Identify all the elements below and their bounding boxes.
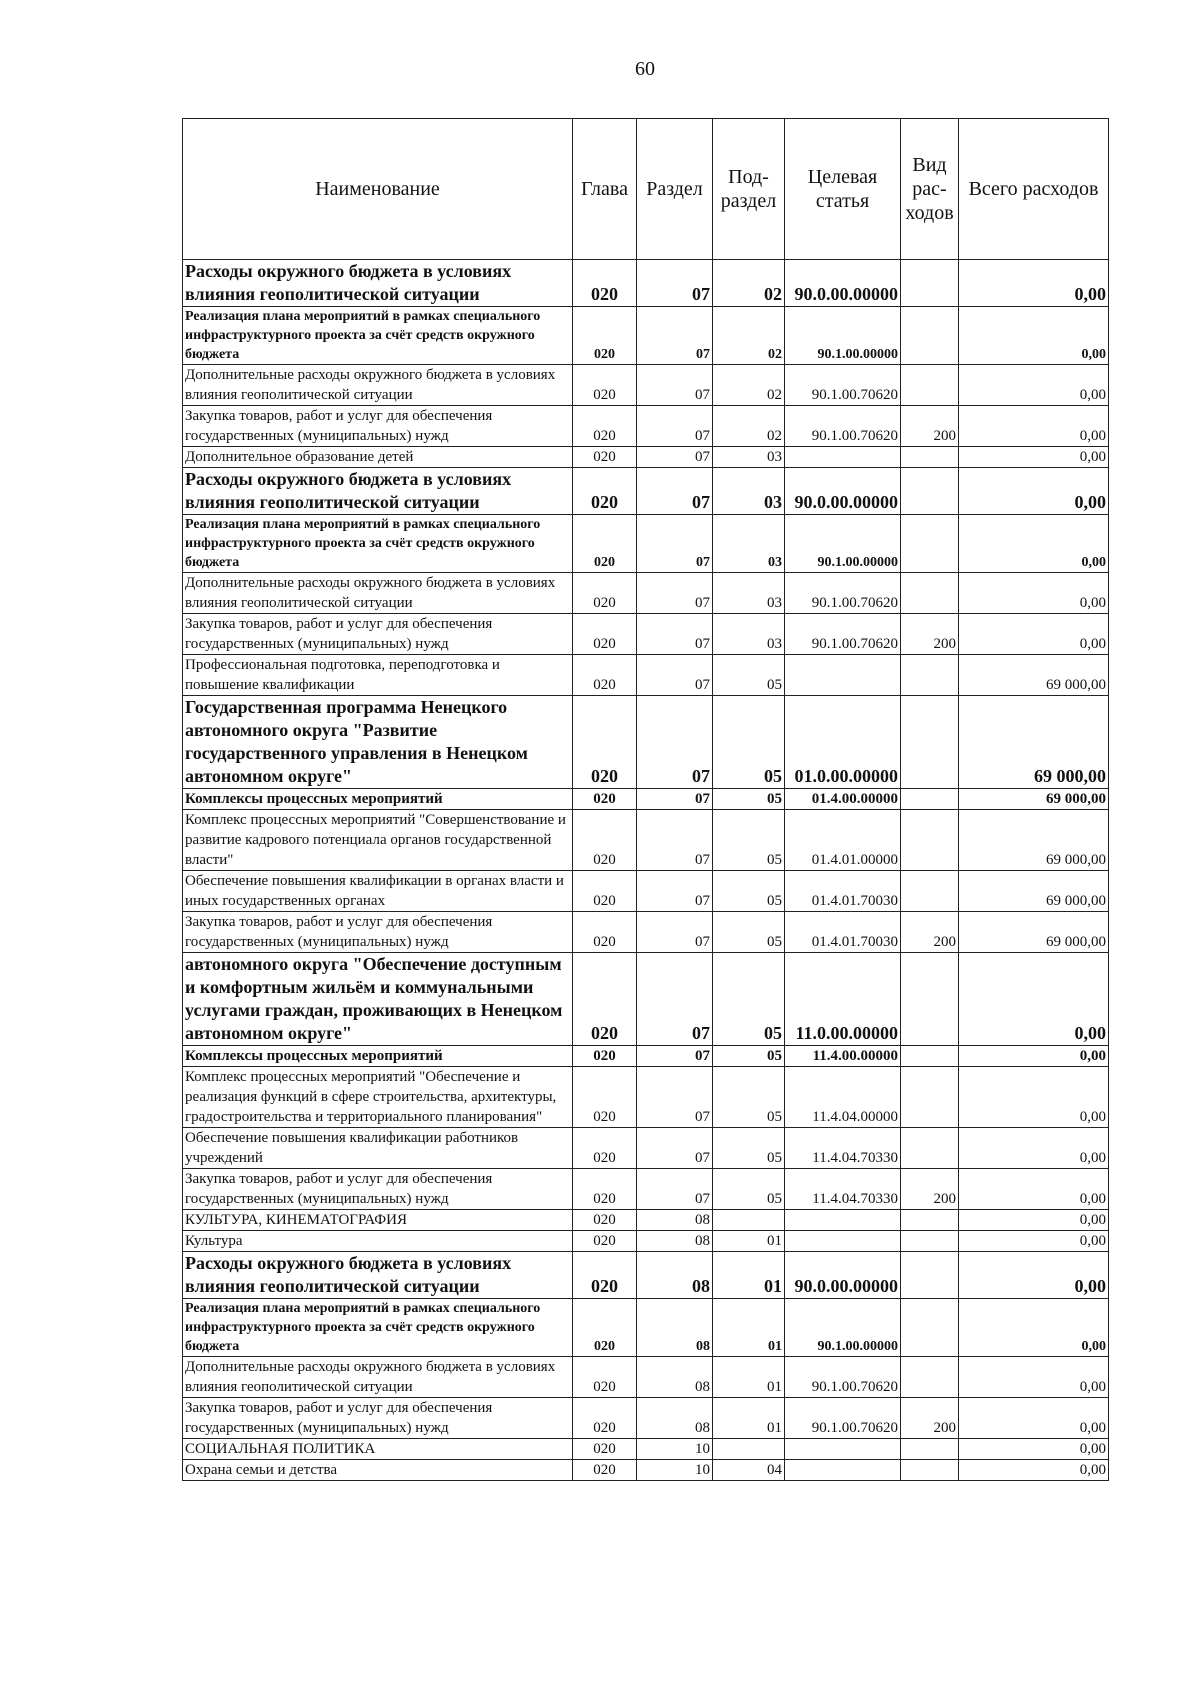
cell-podrazdel: 05 — [713, 1067, 785, 1128]
cell-name: Расходы окружного бюджета в условиях влияния геополитической ситуации — [183, 468, 573, 515]
cell-vsego-raskhodov: 0,00 — [959, 1128, 1109, 1169]
cell-vsego-raskhodov: 0,00 — [959, 447, 1109, 468]
cell-vsego-raskhodov: 0,00 — [959, 365, 1109, 406]
cell-glava: 020 — [573, 1460, 637, 1481]
table-row — [183, 1398, 1109, 1439]
cell-podrazdel — [713, 1210, 785, 1231]
cell-glava: 020 — [573, 1067, 637, 1128]
cell-vsego-raskhodov: 0,00 — [959, 515, 1109, 573]
cell-vid-raskhodov — [901, 655, 959, 696]
header-glava: Глава — [573, 119, 637, 260]
cell-glava: 020 — [573, 1210, 637, 1231]
header-vsego-raskhodov: Всего расходов — [959, 119, 1109, 260]
table-body — [183, 260, 1109, 1481]
cell-podrazdel: 03 — [713, 573, 785, 614]
cell-razdel: 08 — [637, 1299, 713, 1357]
cell-razdel: 07 — [637, 655, 713, 696]
table-row — [183, 1460, 1109, 1481]
cell-razdel: 07 — [637, 447, 713, 468]
cell-celevaya-statya: 90.1.00.00000 — [785, 515, 901, 573]
table-row — [183, 260, 1109, 307]
cell-vsego-raskhodov: 0,00 — [959, 1210, 1109, 1231]
cell-name: Реализация плана мероприятий в рамках специального инфраструктурного проекта за счёт средств окружного бюджета — [183, 307, 573, 365]
cell-celevaya-statya — [785, 1460, 901, 1481]
cell-vsego-raskhodov: 0,00 — [959, 1067, 1109, 1128]
cell-razdel: 07 — [637, 260, 713, 307]
table-row — [183, 406, 1109, 447]
cell-podrazdel: 05 — [713, 912, 785, 953]
cell-name: Расходы окружного бюджета в условиях влияния геополитической ситуации — [183, 1252, 573, 1299]
cell-celevaya-statya: 90.1.00.70620 — [785, 614, 901, 655]
cell-name: Реализация плана мероприятий в рамках специального инфраструктурного проекта за счёт средств окружного бюджета — [183, 515, 573, 573]
cell-vid-raskhodov — [901, 1128, 959, 1169]
cell-podrazdel: 05 — [713, 1046, 785, 1067]
table-row — [183, 307, 1109, 365]
cell-vid-raskhodov: 200 — [901, 614, 959, 655]
cell-podrazdel: 05 — [713, 655, 785, 696]
table-row — [183, 515, 1109, 573]
cell-podrazdel: 01 — [713, 1252, 785, 1299]
table-row — [183, 1046, 1109, 1067]
cell-celevaya-statya — [785, 1231, 901, 1252]
cell-razdel: 08 — [637, 1398, 713, 1439]
cell-name: КУЛЬТУРА, КИНЕМАТОГРАФИЯ — [183, 1210, 573, 1231]
cell-razdel: 07 — [637, 953, 713, 1046]
cell-vid-raskhodov — [901, 1460, 959, 1481]
header-celevaya-statya: Целевая статья — [785, 119, 901, 260]
cell-name: СОЦИАЛЬНАЯ ПОЛИТИКА — [183, 1439, 573, 1460]
cell-razdel: 07 — [637, 789, 713, 810]
cell-podrazdel — [713, 1439, 785, 1460]
cell-name: Закупка товаров, работ и услуг для обеспечения государственных (муниципальных) нужд — [183, 1398, 573, 1439]
cell-vid-raskhodov — [901, 1067, 959, 1128]
cell-celevaya-statya: 90.0.00.00000 — [785, 1252, 901, 1299]
cell-podrazdel: 05 — [713, 953, 785, 1046]
table-row — [183, 1169, 1109, 1210]
cell-celevaya-statya: 90.0.00.00000 — [785, 260, 901, 307]
cell-vsego-raskhodov: 69 000,00 — [959, 912, 1109, 953]
cell-vid-raskhodov: 200 — [901, 1398, 959, 1439]
cell-vid-raskhodov — [901, 871, 959, 912]
table-row — [183, 573, 1109, 614]
cell-glava: 020 — [573, 1046, 637, 1067]
cell-glava: 020 — [573, 468, 637, 515]
cell-podrazdel: 03 — [713, 515, 785, 573]
cell-name: Дополнительные расходы окружного бюджета в условиях влияния геополитической ситуации — [183, 573, 573, 614]
cell-name: Дополнительные расходы окружного бюджета в условиях влияния геополитической ситуации — [183, 1357, 573, 1398]
table-row — [183, 871, 1109, 912]
cell-celevaya-statya: 01.0.00.00000 — [785, 696, 901, 789]
cell-razdel: 07 — [637, 614, 713, 655]
cell-vid-raskhodov — [901, 573, 959, 614]
table-row — [183, 912, 1109, 953]
cell-name: Закупка товаров, работ и услуг для обеспечения государственных (муниципальных) нужд — [183, 614, 573, 655]
cell-glava: 020 — [573, 515, 637, 573]
table-row — [183, 953, 1109, 1046]
cell-vid-raskhodov: 200 — [901, 406, 959, 447]
cell-glava: 020 — [573, 655, 637, 696]
cell-glava: 020 — [573, 447, 637, 468]
cell-name: Государственная программа Ненецкого автономного округа "Развитие государственного управления в Ненецком автономном округе" — [183, 696, 573, 789]
cell-name: Комплексы процессных мероприятий — [183, 789, 573, 810]
cell-name: Реализация плана мероприятий в рамках специального инфраструктурного проекта за счёт средств окружного бюджета — [183, 1299, 573, 1357]
cell-glava: 020 — [573, 365, 637, 406]
cell-podrazdel: 02 — [713, 260, 785, 307]
cell-podrazdel: 03 — [713, 614, 785, 655]
cell-name: автономного округа "Обеспечение доступным и комфортным жильём и коммунальными услугами граждан, проживающих в Ненецком автономном округе" — [183, 953, 573, 1046]
cell-name: Закупка товаров, работ и услуг для обеспечения государственных (муниципальных) нужд — [183, 1169, 573, 1210]
table-row — [183, 1067, 1109, 1128]
table-row — [183, 468, 1109, 515]
cell-name: Профессиональная подготовка, переподготовка и повышение квалификации — [183, 655, 573, 696]
cell-razdel: 08 — [637, 1357, 713, 1398]
cell-celevaya-statya: 11.0.00.00000 — [785, 953, 901, 1046]
cell-razdel: 07 — [637, 1046, 713, 1067]
cell-podrazdel: 05 — [713, 871, 785, 912]
cell-vsego-raskhodov: 0,00 — [959, 614, 1109, 655]
table-row — [183, 1439, 1109, 1460]
cell-celevaya-statya: 90.1.00.70620 — [785, 406, 901, 447]
cell-razdel: 07 — [637, 810, 713, 871]
cell-celevaya-statya: 90.1.00.00000 — [785, 307, 901, 365]
cell-vsego-raskhodov: 0,00 — [959, 406, 1109, 447]
cell-podrazdel: 05 — [713, 1169, 785, 1210]
cell-celevaya-statya: 11.4.00.00000 — [785, 1046, 901, 1067]
cell-glava: 020 — [573, 614, 637, 655]
cell-glava: 020 — [573, 696, 637, 789]
cell-glava: 020 — [573, 1128, 637, 1169]
cell-vsego-raskhodov: 0,00 — [959, 1299, 1109, 1357]
cell-vid-raskhodov — [901, 1210, 959, 1231]
cell-celevaya-statya: 90.0.00.00000 — [785, 468, 901, 515]
cell-vid-raskhodov — [901, 1439, 959, 1460]
cell-razdel: 07 — [637, 307, 713, 365]
cell-glava: 020 — [573, 871, 637, 912]
cell-name: Закупка товаров, работ и услуг для обеспечения государственных (муниципальных) нужд — [183, 406, 573, 447]
cell-glava: 020 — [573, 1357, 637, 1398]
cell-razdel: 07 — [637, 1128, 713, 1169]
cell-vsego-raskhodov: 0,00 — [959, 573, 1109, 614]
cell-vid-raskhodov — [901, 696, 959, 789]
table-row — [183, 655, 1109, 696]
table-row — [183, 1357, 1109, 1398]
header-razdel: Раздел — [637, 119, 713, 260]
cell-celevaya-statya — [785, 447, 901, 468]
budget-table — [182, 118, 1109, 1481]
cell-vid-raskhodov — [901, 1357, 959, 1398]
cell-celevaya-statya — [785, 1439, 901, 1460]
cell-name: Дополнительные расходы окружного бюджета в условиях влияния геополитической ситуации — [183, 365, 573, 406]
cell-celevaya-statya: 01.4.01.00000 — [785, 810, 901, 871]
cell-vid-raskhodov — [901, 447, 959, 468]
cell-vsego-raskhodov: 0,00 — [959, 260, 1109, 307]
table-row — [183, 1231, 1109, 1252]
cell-razdel: 07 — [637, 365, 713, 406]
cell-razdel: 10 — [637, 1460, 713, 1481]
cell-glava: 020 — [573, 1439, 637, 1460]
page-number: 60 — [635, 58, 655, 80]
cell-vid-raskhodov — [901, 515, 959, 573]
cell-celevaya-statya: 11.4.04.00000 — [785, 1067, 901, 1128]
cell-glava: 020 — [573, 789, 637, 810]
cell-glava: 020 — [573, 810, 637, 871]
cell-vid-raskhodov — [901, 1299, 959, 1357]
header-vid-raskhodov: Вид рас- ходов — [901, 119, 959, 260]
cell-name: Расходы окружного бюджета в условиях влияния геополитической ситуации — [183, 260, 573, 307]
cell-name: Обеспечение повышения квалификации в органах власти и иных государственных органах — [183, 871, 573, 912]
cell-glava: 020 — [573, 260, 637, 307]
cell-vsego-raskhodov: 0,00 — [959, 1252, 1109, 1299]
cell-vsego-raskhodov: 0,00 — [959, 953, 1109, 1046]
cell-vsego-raskhodov: 0,00 — [959, 1460, 1109, 1481]
cell-razdel: 07 — [637, 1169, 713, 1210]
cell-podrazdel: 05 — [713, 789, 785, 810]
header-row — [183, 119, 1109, 260]
cell-vsego-raskhodov: 69 000,00 — [959, 696, 1109, 789]
table-row — [183, 810, 1109, 871]
header-name: Наименование — [183, 119, 573, 260]
cell-razdel: 07 — [637, 871, 713, 912]
cell-celevaya-statya: 01.4.01.70030 — [785, 871, 901, 912]
cell-glava: 020 — [573, 1169, 637, 1210]
cell-razdel: 08 — [637, 1252, 713, 1299]
cell-podrazdel: 05 — [713, 696, 785, 789]
cell-name: Культура — [183, 1231, 573, 1252]
cell-vsego-raskhodov: 0,00 — [959, 1398, 1109, 1439]
table-row — [183, 1210, 1109, 1231]
cell-podrazdel: 01 — [713, 1398, 785, 1439]
cell-razdel: 07 — [637, 573, 713, 614]
cell-vsego-raskhodov: 69 000,00 — [959, 655, 1109, 696]
cell-vid-raskhodov — [901, 260, 959, 307]
cell-name: Закупка товаров, работ и услуг для обеспечения государственных (муниципальных) нужд — [183, 912, 573, 953]
cell-razdel: 07 — [637, 912, 713, 953]
table-row — [183, 365, 1109, 406]
cell-celevaya-statya: 11.4.04.70330 — [785, 1128, 901, 1169]
cell-name: Дополнительное образование детей — [183, 447, 573, 468]
table-row — [183, 1128, 1109, 1169]
cell-vsego-raskhodov: 69 000,00 — [959, 789, 1109, 810]
cell-podrazdel: 03 — [713, 447, 785, 468]
cell-celevaya-statya: 90.1.00.70620 — [785, 365, 901, 406]
cell-podrazdel: 01 — [713, 1299, 785, 1357]
table-row — [183, 1299, 1109, 1357]
table-row — [183, 789, 1109, 810]
cell-razdel: 07 — [637, 1067, 713, 1128]
cell-glava: 020 — [573, 1398, 637, 1439]
cell-vsego-raskhodov: 0,00 — [959, 1357, 1109, 1398]
cell-podrazdel: 02 — [713, 307, 785, 365]
cell-vid-raskhodov — [901, 789, 959, 810]
cell-glava: 020 — [573, 1231, 637, 1252]
cell-vid-raskhodov — [901, 1231, 959, 1252]
cell-glava: 020 — [573, 307, 637, 365]
cell-vid-raskhodov — [901, 468, 959, 515]
cell-celevaya-statya: 90.1.00.00000 — [785, 1299, 901, 1357]
cell-vid-raskhodov — [901, 365, 959, 406]
cell-name: Обеспечение повышения квалификации работников учреждений — [183, 1128, 573, 1169]
cell-vsego-raskhodov: 69 000,00 — [959, 871, 1109, 912]
cell-podrazdel: 04 — [713, 1460, 785, 1481]
cell-vsego-raskhodov: 0,00 — [959, 1046, 1109, 1067]
cell-vid-raskhodov — [901, 1252, 959, 1299]
cell-vid-raskhodov: 200 — [901, 912, 959, 953]
cell-podrazdel: 05 — [713, 810, 785, 871]
table-row — [183, 447, 1109, 468]
cell-vsego-raskhodov: 0,00 — [959, 307, 1109, 365]
cell-vid-raskhodov — [901, 307, 959, 365]
cell-podrazdel: 03 — [713, 468, 785, 515]
cell-razdel: 08 — [637, 1210, 713, 1231]
cell-celevaya-statya: 90.1.00.70620 — [785, 573, 901, 614]
cell-vsego-raskhodov: 0,00 — [959, 1231, 1109, 1252]
cell-razdel: 07 — [637, 468, 713, 515]
cell-celevaya-statya — [785, 1210, 901, 1231]
cell-vid-raskhodov — [901, 810, 959, 871]
cell-podrazdel: 05 — [713, 1128, 785, 1169]
cell-razdel: 07 — [637, 406, 713, 447]
cell-glava: 020 — [573, 953, 637, 1046]
cell-vid-raskhodov — [901, 953, 959, 1046]
cell-name: Охрана семьи и детства — [183, 1460, 573, 1481]
cell-razdel: 07 — [637, 515, 713, 573]
cell-vid-raskhodov: 200 — [901, 1169, 959, 1210]
table-row — [183, 1252, 1109, 1299]
header-podrazdel: Под- раздел — [713, 119, 785, 260]
cell-vsego-raskhodov: 0,00 — [959, 1169, 1109, 1210]
cell-glava: 020 — [573, 1252, 637, 1299]
cell-celevaya-statya — [785, 655, 901, 696]
cell-vsego-raskhodov: 0,00 — [959, 1439, 1109, 1460]
cell-celevaya-statya: 01.4.00.00000 — [785, 789, 901, 810]
cell-celevaya-statya: 01.4.01.70030 — [785, 912, 901, 953]
cell-glava: 020 — [573, 912, 637, 953]
cell-glava: 020 — [573, 406, 637, 447]
cell-podrazdel: 02 — [713, 365, 785, 406]
table-row — [183, 614, 1109, 655]
cell-celevaya-statya: 90.1.00.70620 — [785, 1398, 901, 1439]
cell-podrazdel: 01 — [713, 1357, 785, 1398]
cell-name: Комплекс процессных мероприятий "Обеспечение и реализация функций в сфере строительства, архитектуры, градостроительства и территориального планирования" — [183, 1067, 573, 1128]
cell-vid-raskhodov — [901, 1046, 959, 1067]
table-row — [183, 696, 1109, 789]
cell-name: Комплекс процессных мероприятий "Совершенствование и развитие кадрового потенциала органов государственной власти" — [183, 810, 573, 871]
cell-razdel: 08 — [637, 1231, 713, 1252]
cell-vsego-raskhodov: 69 000,00 — [959, 810, 1109, 871]
cell-glava: 020 — [573, 573, 637, 614]
cell-razdel: 07 — [637, 696, 713, 789]
cell-name: Комплексы процессных мероприятий — [183, 1046, 573, 1067]
cell-razdel: 10 — [637, 1439, 713, 1460]
cell-celevaya-statya: 90.1.00.70620 — [785, 1357, 901, 1398]
cell-vsego-raskhodov: 0,00 — [959, 468, 1109, 515]
cell-podrazdel: 02 — [713, 406, 785, 447]
cell-glava: 020 — [573, 1299, 637, 1357]
cell-celevaya-statya: 11.4.04.70330 — [785, 1169, 901, 1210]
cell-podrazdel: 01 — [713, 1231, 785, 1252]
